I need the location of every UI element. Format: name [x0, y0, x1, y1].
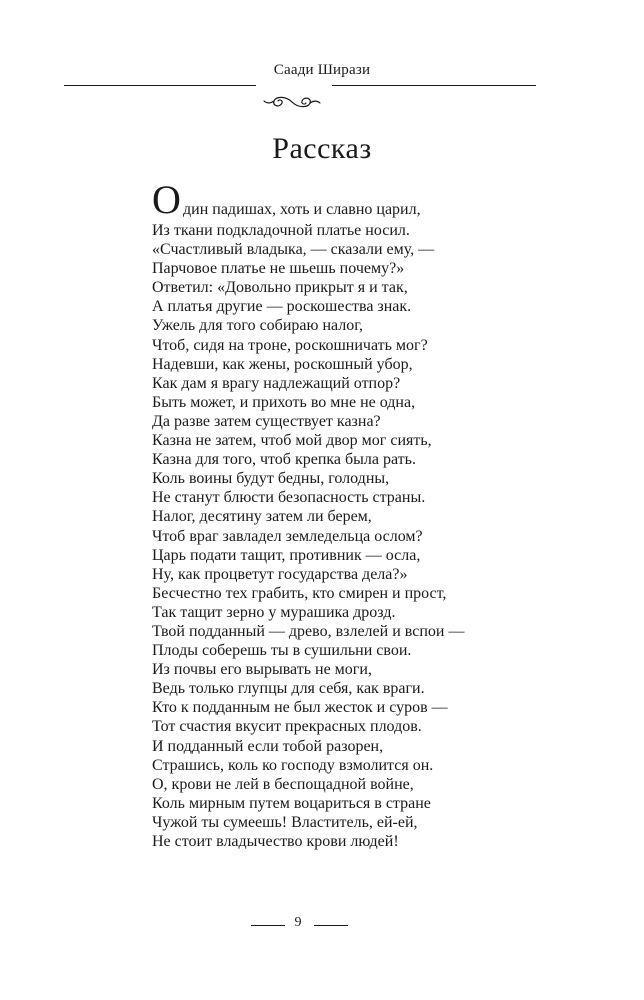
footer-rule-left: [251, 925, 285, 926]
poem-line: А платья другие — роскошества знак.: [152, 298, 412, 316]
poem-line: Казна для того, чтоб крепка была рать.: [152, 451, 416, 469]
drop-cap: О: [152, 177, 181, 222]
poem-lines: [152, 221, 532, 851]
poem-line: Казна не затем, чтоб мой двор мог сиять,: [152, 432, 432, 450]
poem-line: Чтоб враг завладел земледельца ослом?: [152, 527, 423, 545]
poem-line: Так тащит зерно у мурашика дрозд.: [152, 603, 396, 621]
poem-line: Бесчестно тех грабить, кто смирен и прост,: [152, 584, 447, 602]
poem-line: дин падишах, хоть и славно царил,: [183, 201, 421, 218]
poem-line: Кто к подданным не был жесток и суров —: [152, 699, 448, 717]
poem-line: Ответил: «Довольно прикрыт я и так,: [152, 279, 408, 297]
header-rule-right: [332, 85, 536, 86]
poem-line: Ведь только глупцы для себя, как враги.: [152, 680, 425, 698]
poem-line: Коль мирным путем воцариться в стране: [152, 794, 431, 812]
poem-line: Налог, десятину затем ли берем,: [152, 508, 372, 526]
poem-line: Надевши, как жены, роскошный убор,: [152, 355, 413, 373]
running-head-author: Саади Ширази: [273, 62, 371, 78]
page-footer: [0, 915, 644, 935]
page-title: Рассказ: [272, 132, 372, 165]
page-number: 9: [294, 915, 302, 930]
poem-line: Из почвы его вырывать не моги,: [152, 661, 372, 679]
poem-line: Парчовое платье не шьешь почему?»: [152, 260, 405, 278]
poem-line: Из ткани подкладочной платье носил.: [152, 222, 410, 239]
poem-line: Как дам я врагу надлежащий отпор?: [152, 374, 401, 392]
poem-line: Не станут блюсти безопасность страны.: [152, 489, 426, 507]
flourish-ornament-icon: [262, 92, 322, 112]
poem-line: Плоды соберешь ты в сушильни свои.: [152, 642, 412, 660]
poem-line: Чужой ты сумеешь! Властитель, ей-ей,: [152, 813, 418, 831]
poem-line: Царь подати тащит, противник — осла,: [152, 546, 421, 564]
poem-line: Тот счастия вкусит прекрасных плодов.: [152, 718, 422, 736]
poem-body: [152, 177, 532, 851]
poem-first-line: [152, 177, 532, 222]
poem-line: Страшись, коль ко господу взмолится он.: [152, 756, 434, 774]
poem-line: Не стоит владычество крови людей!: [152, 833, 399, 850]
poem-line: Да разве затем существует казна?: [152, 412, 381, 430]
poem-line: Коль воины будут бедны, голодны,: [152, 470, 390, 488]
poem-line: Ужель для того собираю налог,: [152, 317, 363, 335]
poem-line: «Счастливый владыка, — сказали ему, —: [152, 241, 435, 259]
footer-rule-right: [314, 925, 348, 926]
poem-line: Чтоб, сидя на троне, роскошничать мог?: [152, 336, 428, 354]
poem-line: Твой подданный — древо, взлелей и вспои —: [152, 622, 465, 640]
poem-line: Ну, как процветут государства дела?»: [152, 565, 408, 583]
header-rule-left: [64, 85, 256, 86]
poem-line: Быть может, и прихоть во мне не одна,: [152, 393, 416, 411]
poem-line: О, крови не лей в беспощадной войне,: [152, 775, 414, 793]
poem-line: И подданный если тобой разорен,: [152, 737, 384, 755]
